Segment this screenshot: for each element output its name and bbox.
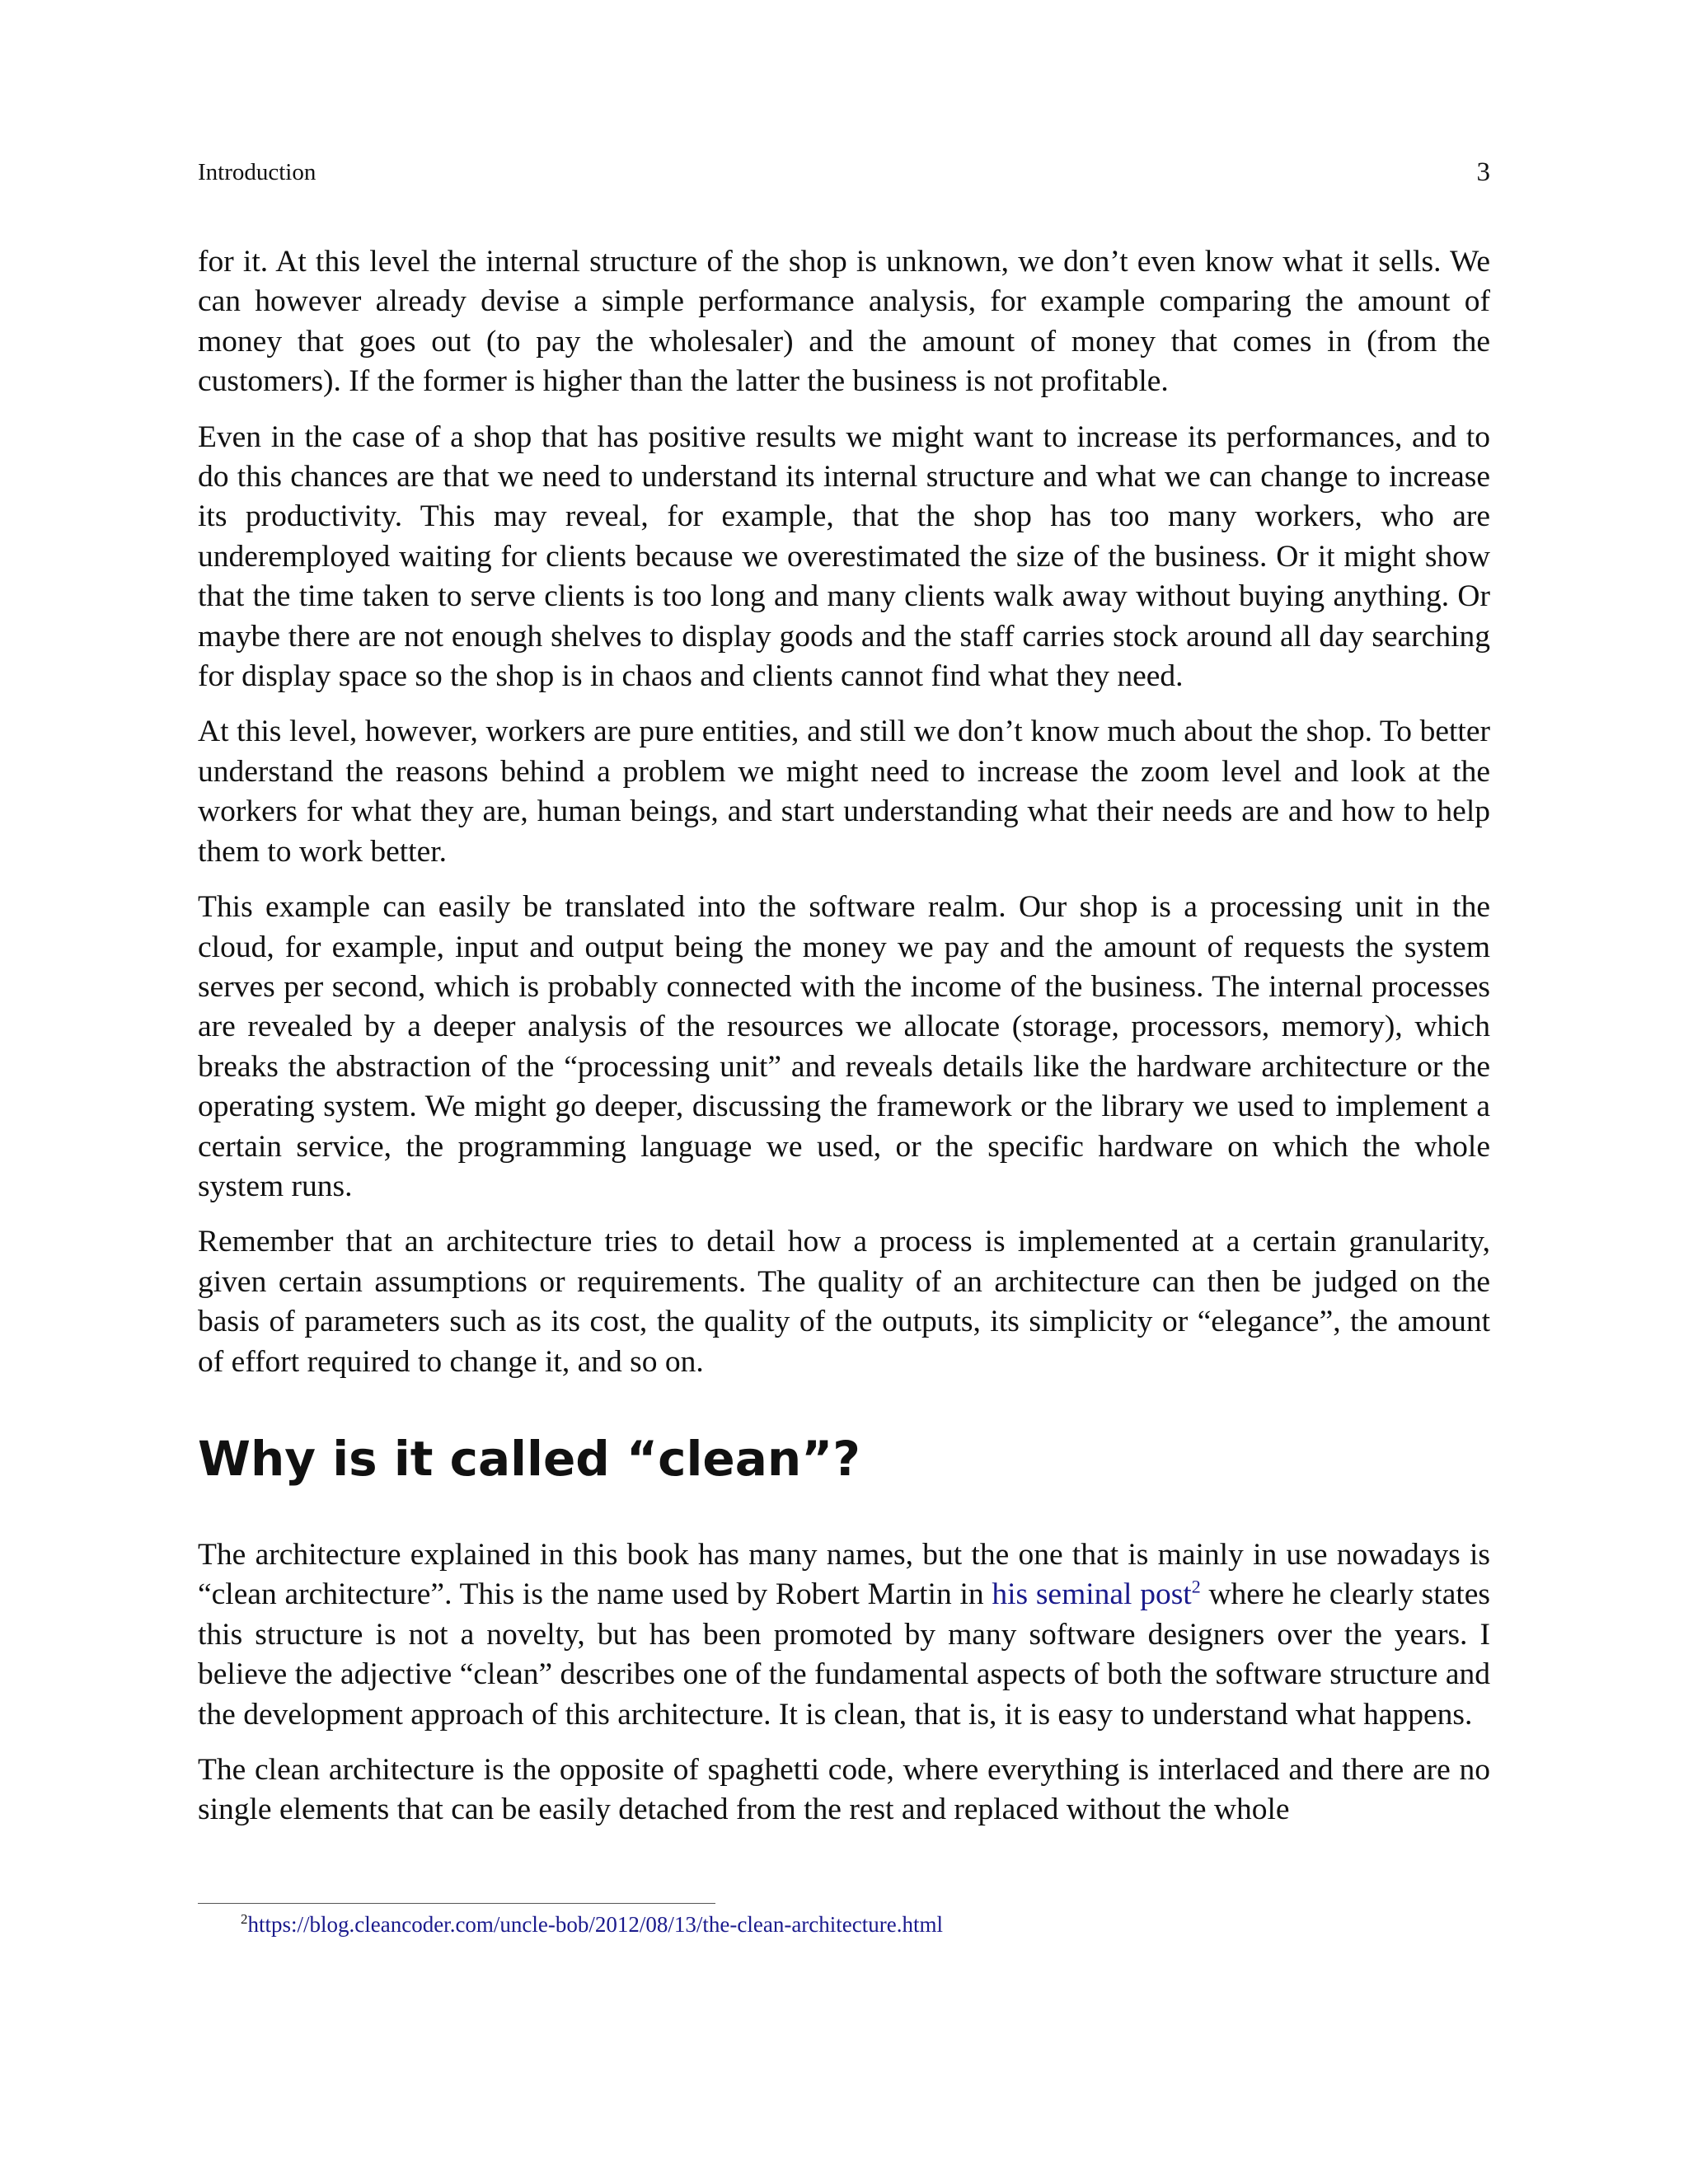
- footnote-url-link[interactable]: https://blog.cleancoder.com/uncle-bob/2012/08/13/the-clean-architecture.html: [247, 1912, 943, 1937]
- seminal-post-link-text: his seminal post: [992, 1577, 1192, 1612]
- footnote-divider: [198, 1903, 715, 1904]
- page-number: 3: [1476, 157, 1490, 187]
- paragraph: Remember that an architecture tries to detail how a process is implemented at a certain granularity, given certain assumptions or requirements. The quality of an architecture can then be judged on the basis of parameters such as its cost, the quality of the outputs, its simplicity or “elegance”, the amount of effort required to change it, and so on.: [198, 1225, 1490, 1379]
- paragraph-with-link: [198, 1535, 1490, 1735]
- running-header: [198, 159, 1490, 192]
- paragraph: for it. At this level the internal structure of the shop is unknown, we don’t even know what it sells. We can however already devise a simple performance analysis, for example comparing the amount of money that goes out (to pay the wholesaler) and the amount of money that comes in (from the customers). If the former is higher than the latter the business is not profitable.: [198, 245, 1490, 399]
- footnote-reference: 2: [1191, 1576, 1201, 1597]
- paragraph-text-after-link: where he clearly states this structure is not a novelty, but has been promoted by many software designers over the years. I believe the adjective “clean” describes one of the fundamental aspects of both the software structure and the development approach of this architecture. It is clean, that is, it is easy to understand what happens.: [198, 1577, 1490, 1732]
- paragraph: This example can easily be translated into the software realm. Our shop is a processing unit in the cloud, for example, input and output being the money we pay and the amount of requests the system serves per second, which is probably connected with the income of the business. The internal processes are revealed by a deeper analysis of the resources we allocate (storage, processors, memory), which breaks the abstraction of the “processing unit” and reveals details like the hardware architecture or the operating system. We might go deeper, discussing the framework or the library we used to implement a certain service, the programming language we used, or the specific hardware on which the whole system runs.: [198, 890, 1490, 1203]
- footnote: [241, 1910, 943, 1938]
- footnote-marker: 2: [241, 1911, 248, 1927]
- section-heading: Why is it called “clean”?: [198, 1430, 860, 1487]
- paragraph: At this level, however, workers are pure entities, and still we don’t know much about the shop. To better understand the reasons behind a problem we might need to increase the zoom level and look at the workers for what they are, human beings, and start understanding what their needs are and how to help them to work better.: [198, 715, 1490, 869]
- seminal-post-link[interactable]: [992, 1577, 1200, 1611]
- header-section-name: Introduction: [198, 159, 316, 185]
- body-text: [198, 242, 1490, 1846]
- paragraph-text-before-link: The architecture explained in this book has many names, but the one that is mainly in use nowadays is “clean architecture”. This is the name used by Robert Martin in: [198, 1537, 1490, 1612]
- paragraph: The clean architecture is the opposite of spaghetti code, where everything is interlaced and there are no single elements that can be easily detached from the rest and replaced without the whole: [198, 1753, 1490, 1827]
- paragraph: Even in the case of a shop that has positive results we might want to increase its performances, and to do this chances are that we need to understand its internal structure and what we can change to increase its productivity. This may reveal, for example, that the shop has too many workers, who are underemployed waiting for clients because we overestimated the size of the business. Or it might show that the time taken to serve clients is too long and many clients walk away without buying anything. Or maybe there are not enough shelves to display goods and the staff carries stock around all day searching for display space so the shop is in chaos and clients cannot find what they need.: [198, 419, 1490, 694]
